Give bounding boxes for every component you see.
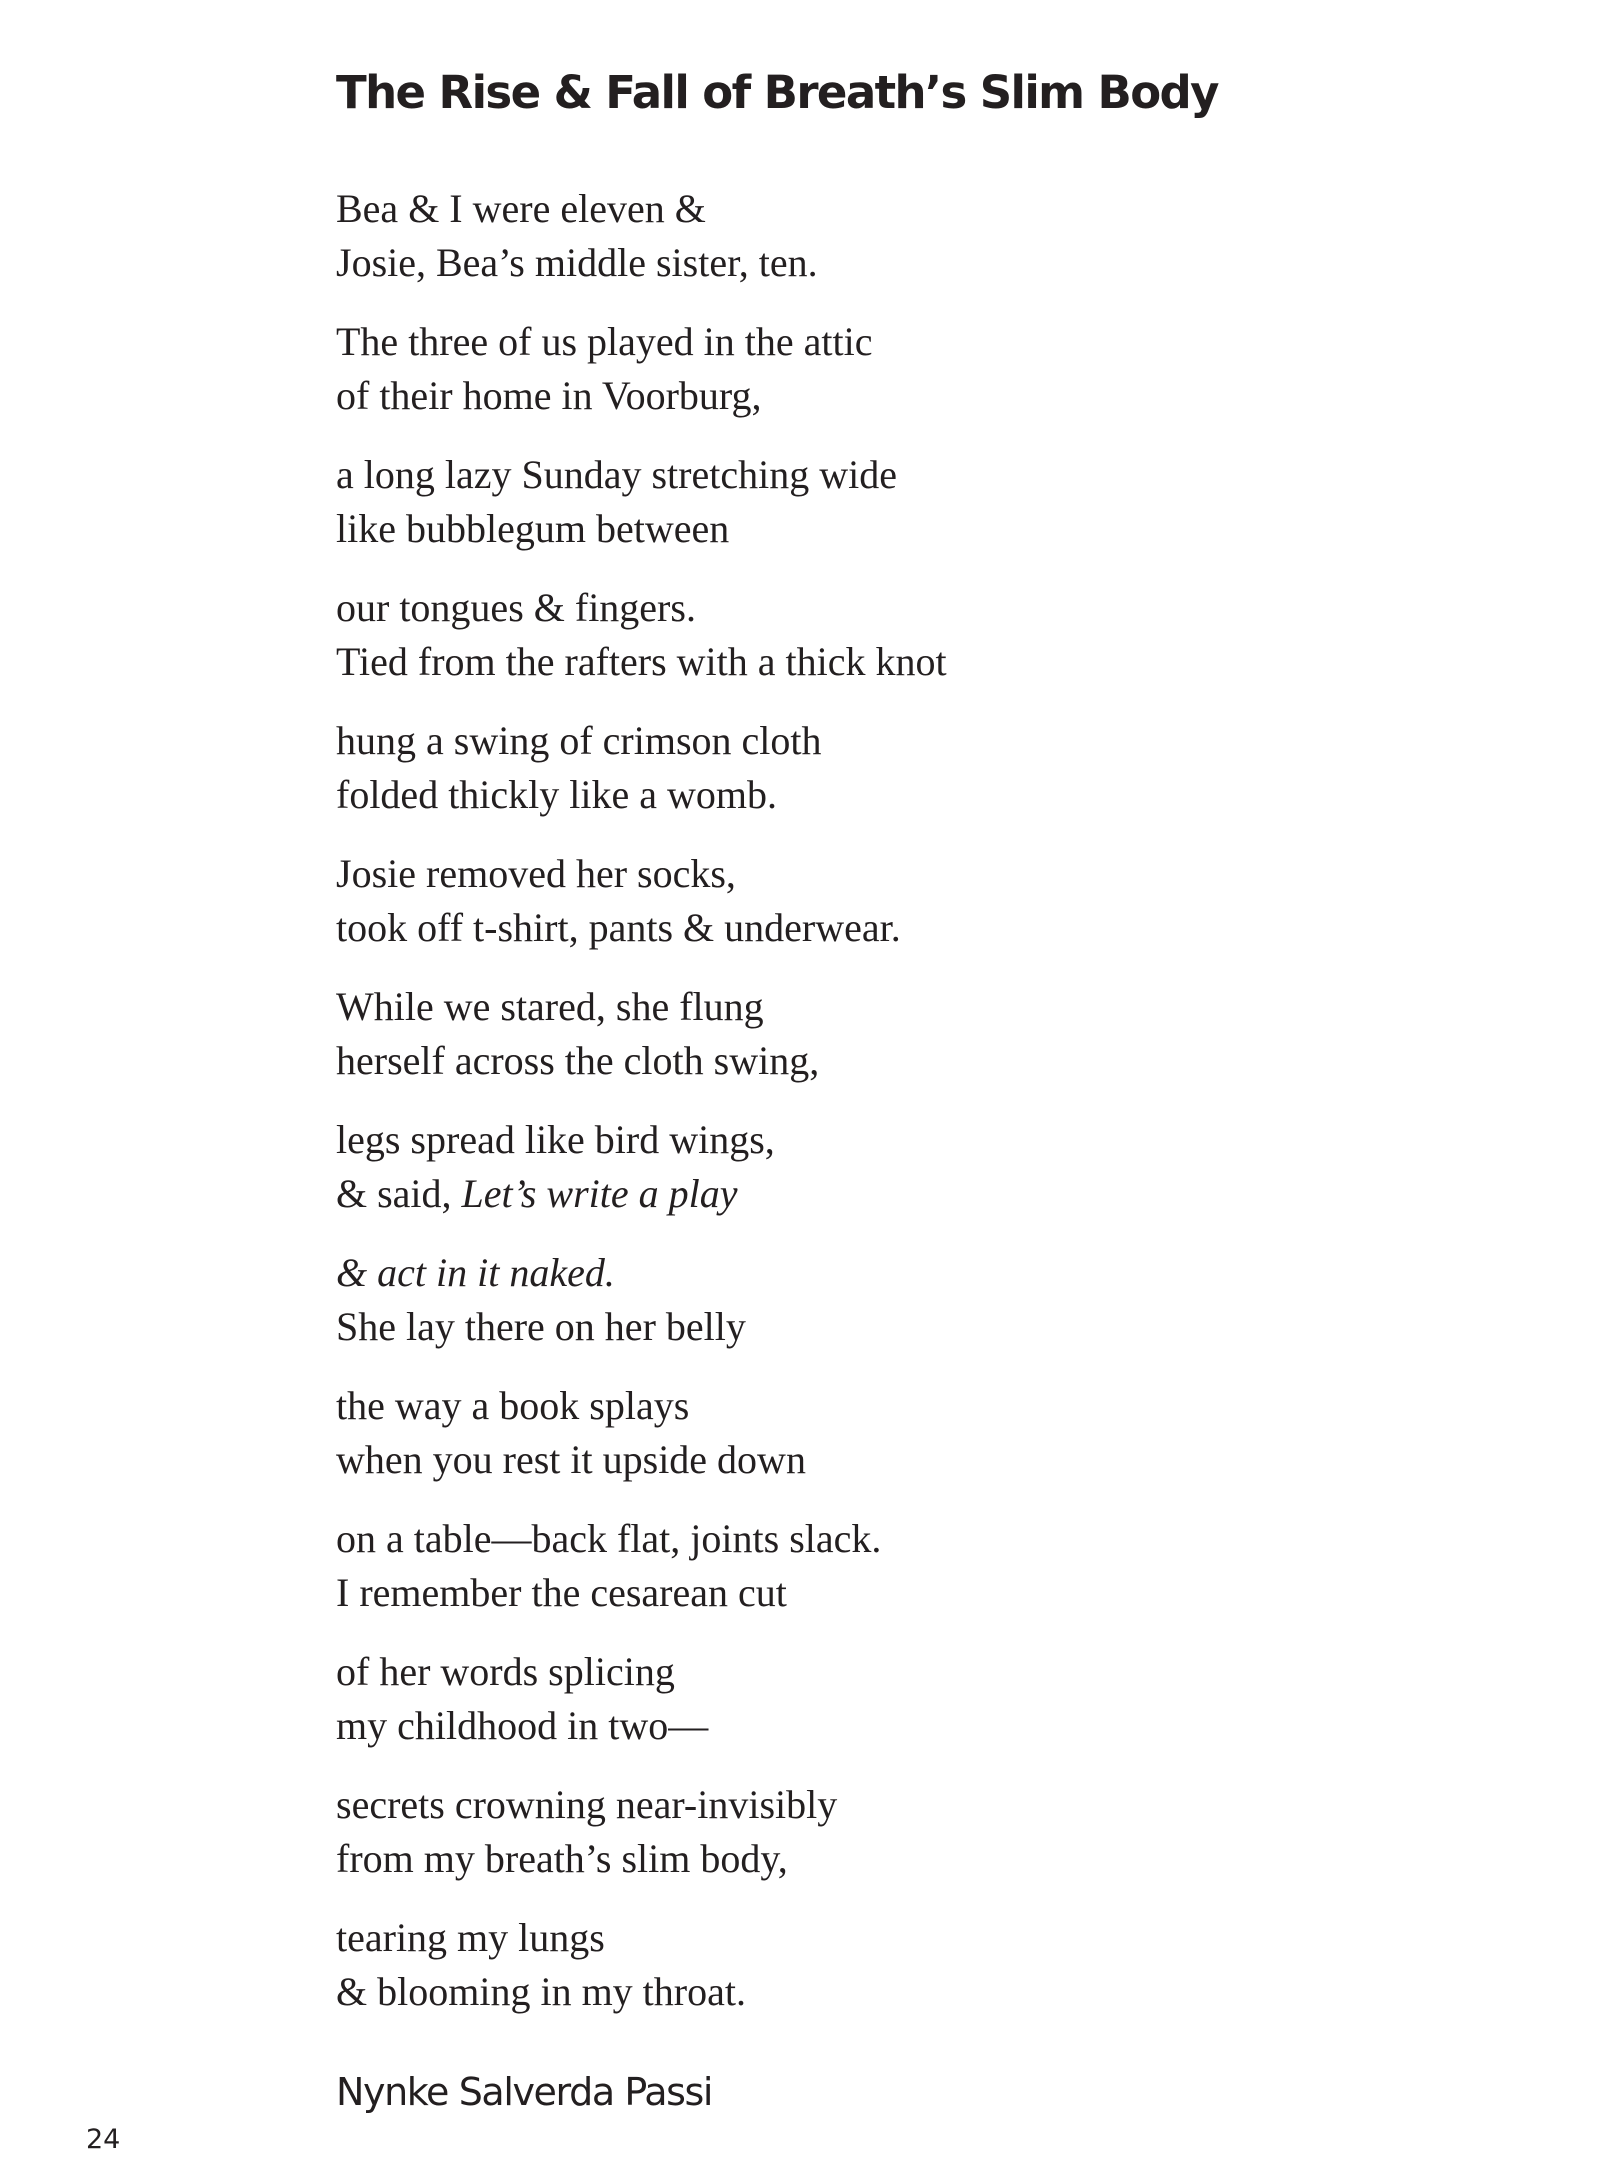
- poem-line: hung a swing of crimson cloth: [336, 718, 822, 763]
- poem-line: my childhood in two—: [336, 1703, 709, 1748]
- poem-line: took off t-shirt, pants & underwear.: [336, 905, 901, 950]
- poem-line-italic: & act in it naked.: [336, 1250, 615, 1295]
- stanza: [336, 714, 1486, 847]
- poem-line: Bea & I were eleven &: [336, 186, 706, 231]
- poem-body: [336, 182, 1486, 2044]
- poem-line: our tongues & fingers.: [336, 585, 696, 630]
- stanza: [336, 1113, 1486, 1246]
- poem-line: I remember the cesarean cut: [336, 1570, 787, 1615]
- poem-line: on a table—back flat, joints slack.: [336, 1516, 882, 1561]
- poem-line: from my breath’s slim body,: [336, 1836, 788, 1881]
- stanza: [336, 1512, 1486, 1645]
- stanza: [336, 1778, 1486, 1911]
- stanza: [336, 1911, 1486, 2044]
- poem-line: of her words splicing: [336, 1649, 675, 1694]
- poem-line: Tied from the rafters with a thick knot: [336, 639, 947, 684]
- poem-line: the way a book splays: [336, 1383, 690, 1428]
- poem-line: & blooming in my throat.: [336, 1969, 746, 2014]
- author-name: Nynke Salverda Passi: [336, 2070, 713, 2114]
- stanza: [336, 448, 1486, 581]
- stanza: [336, 1379, 1486, 1512]
- page-number: 24: [86, 2124, 121, 2155]
- stanza: [336, 581, 1486, 714]
- poem-line: tearing my lungs: [336, 1915, 605, 1960]
- poem-line-plain: & said,: [336, 1171, 462, 1216]
- stanza: [336, 980, 1486, 1113]
- stanza: [336, 315, 1486, 448]
- poem-line: like bubblegum between: [336, 506, 730, 551]
- stanza: [336, 1246, 1486, 1379]
- poem-title: The Rise & Fall of Breath’s Slim Body: [336, 66, 1218, 119]
- stanza: [336, 1645, 1486, 1778]
- poem-line: folded thickly like a womb.: [336, 772, 778, 817]
- poem-line: [336, 1246, 1486, 1300]
- poem-line-italic: Let’s write a play: [461, 1171, 738, 1216]
- poem-line: a long lazy Sunday stretching wide: [336, 452, 897, 497]
- poem-line: when you rest it upside down: [336, 1437, 806, 1482]
- poem-line: legs spread like bird wings,: [336, 1117, 775, 1162]
- stanza: [336, 182, 1486, 315]
- stanza: [336, 847, 1486, 980]
- poem-line: Josie, Bea’s middle sister, ten.: [336, 240, 818, 285]
- poem-line: Josie removed her socks,: [336, 851, 736, 896]
- poem-line: While we stared, she flung: [336, 984, 764, 1029]
- poem-line: She lay there on her belly: [336, 1304, 746, 1349]
- poem-line: secrets crowning near-invisibly: [336, 1782, 838, 1827]
- poem-line: [336, 1167, 1486, 1221]
- poem-line: herself across the cloth swing,: [336, 1038, 820, 1083]
- poem-line: of their home in Voorburg,: [336, 373, 762, 418]
- poem-line: The three of us played in the attic: [336, 319, 873, 364]
